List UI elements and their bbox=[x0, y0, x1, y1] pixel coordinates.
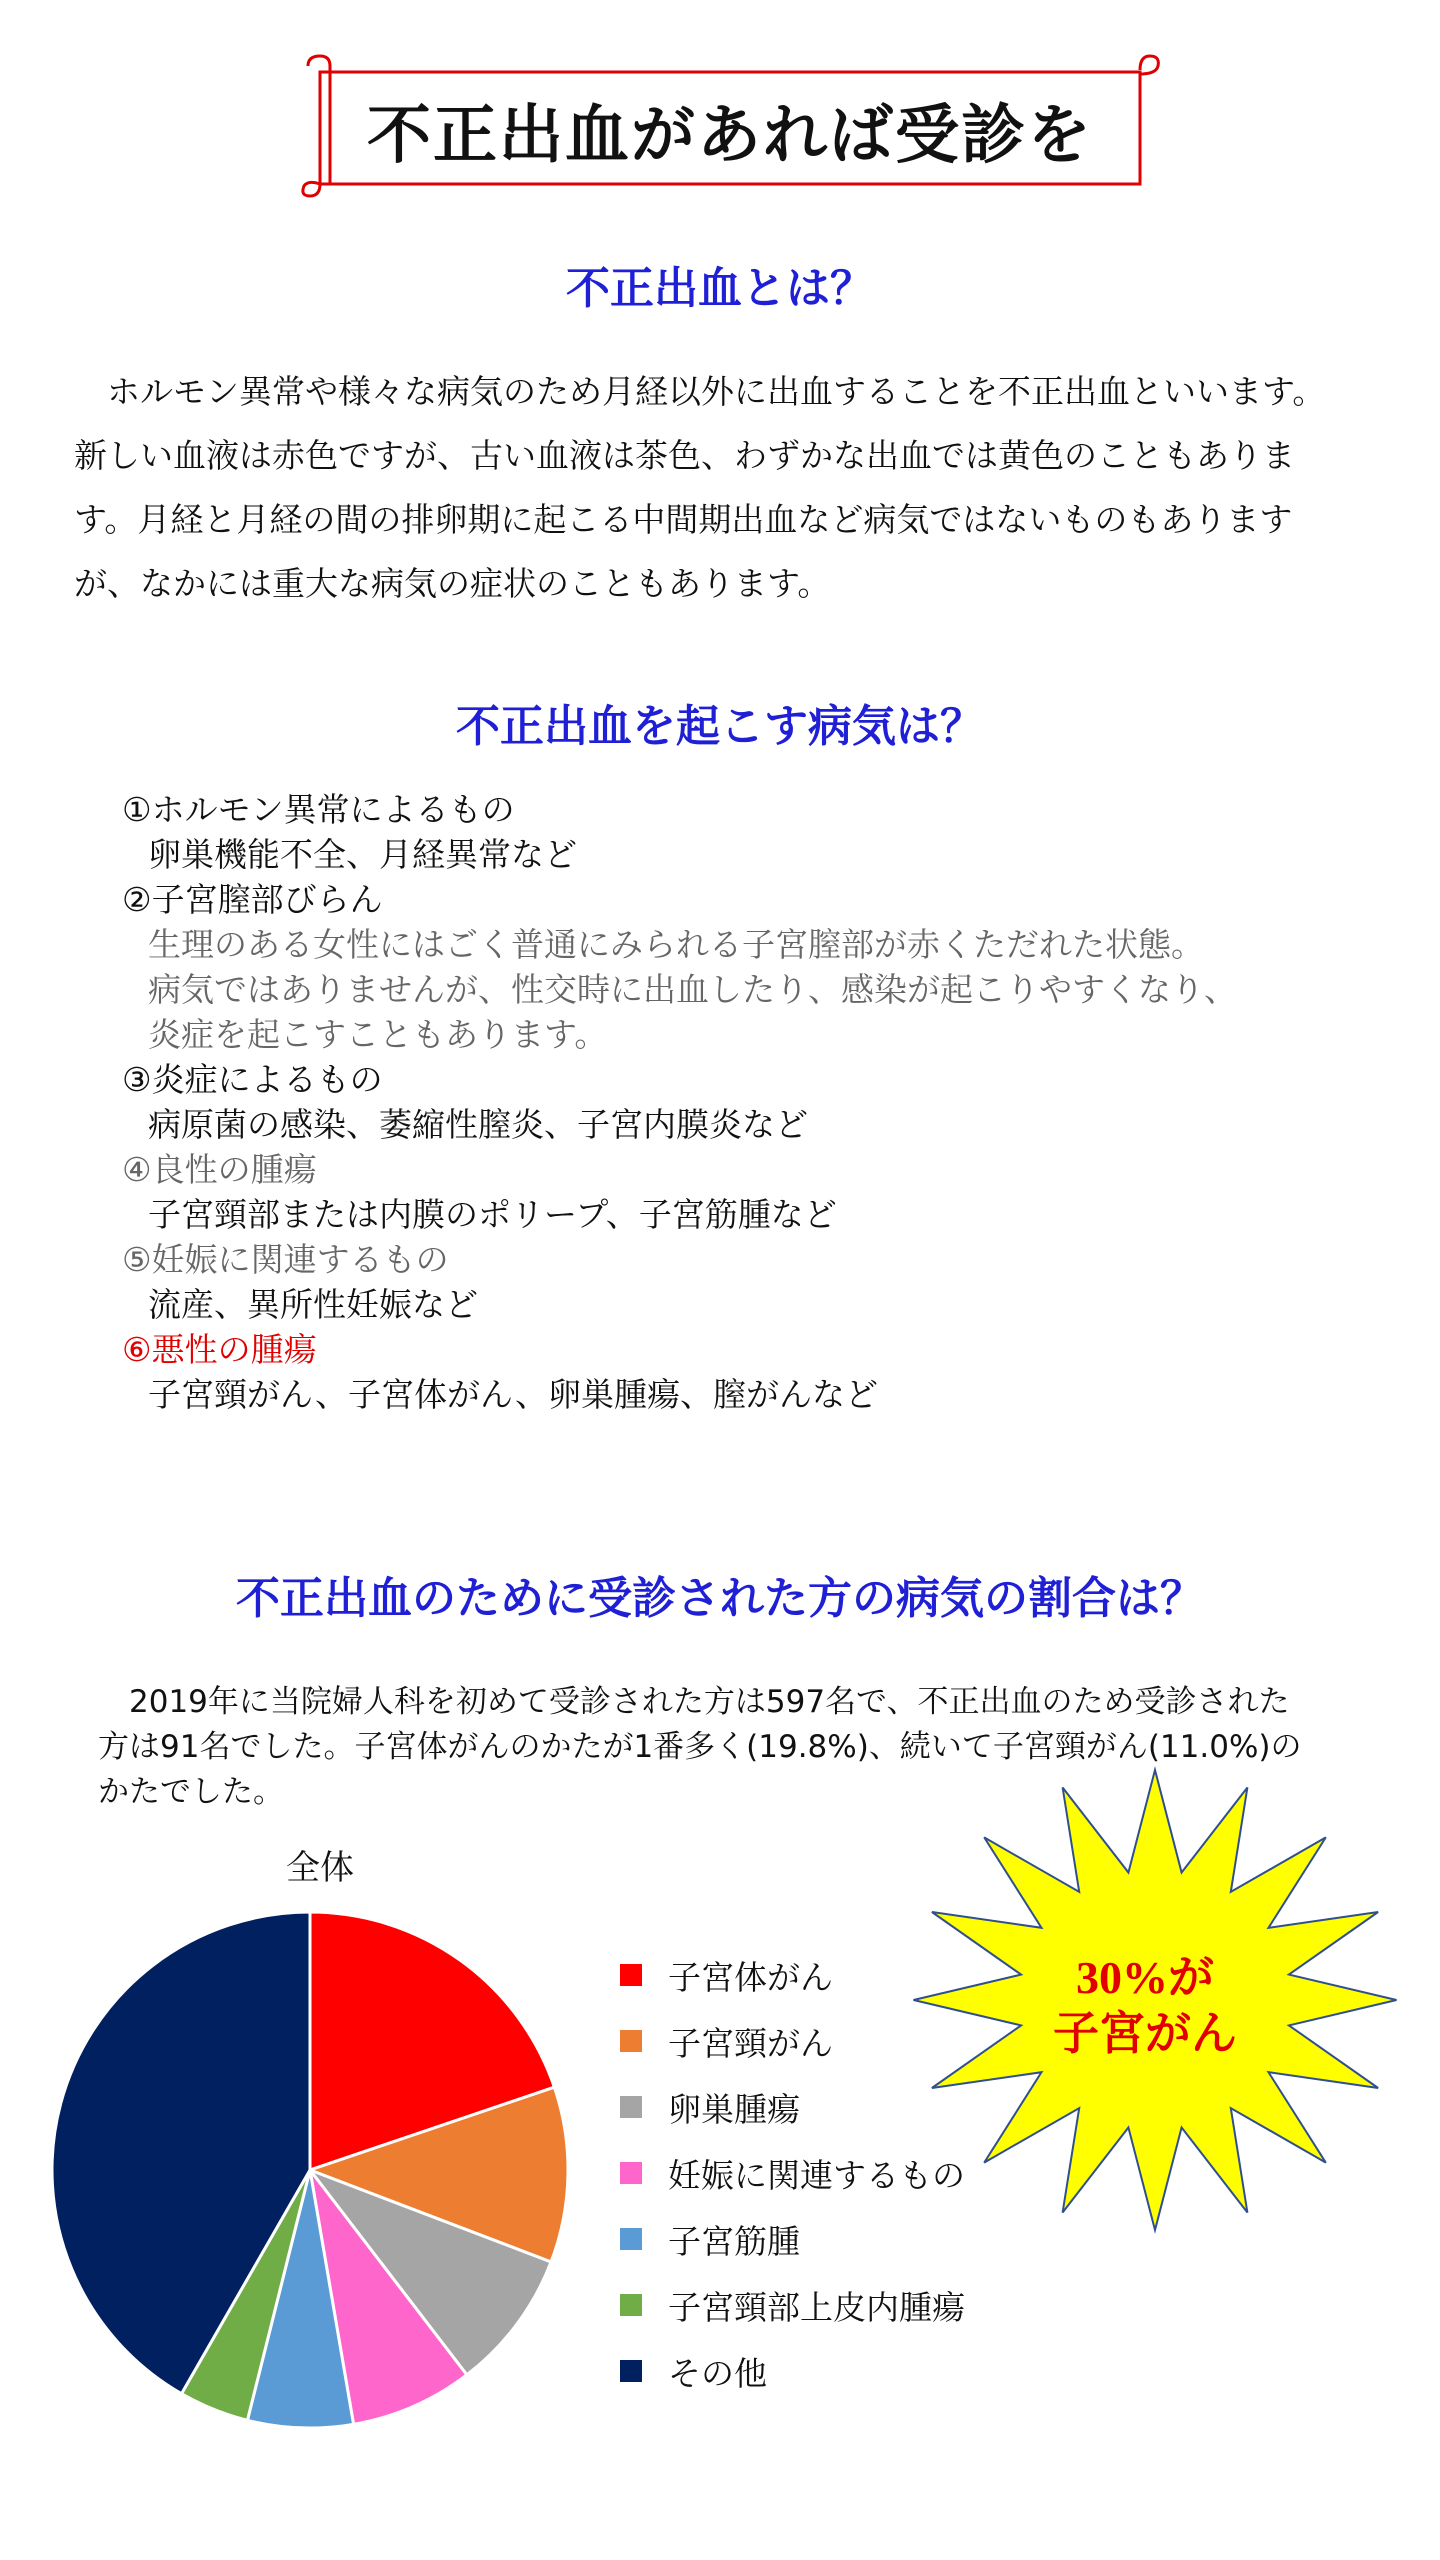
list-item-title: ③炎症によるもの bbox=[122, 1060, 383, 1099]
legend-item bbox=[620, 2351, 767, 2391]
legend-label: 子宮筋腫 bbox=[668, 2221, 800, 2261]
list-item-desc: 流産、異所性妊娠など bbox=[148, 1285, 478, 1324]
legend-label: 子宮頸部上皮内腫瘍 bbox=[668, 2287, 965, 2327]
callout-text bbox=[980, 1950, 1310, 2062]
list-item-desc: 炎症を起こすこともあります。 bbox=[148, 1015, 608, 1054]
section-heading-causes: 不正出血を起こす病気は？ bbox=[456, 701, 984, 752]
callout-line: 子宮がん bbox=[1053, 2008, 1237, 2059]
list-item-title: ⑤妊娠に関連するもの bbox=[122, 1240, 449, 1279]
list-item-desc: 病原菌の感染、萎縮性膣炎、子宮内膜炎など bbox=[148, 1105, 808, 1144]
paragraph-line: 方は91名でした。子宮体がんのかたが1番多く(19.8%)、続いて子宮頸がん(11.0%)の bbox=[98, 1729, 1302, 1765]
paragraph-line: かたでした。 bbox=[98, 1774, 284, 1810]
legend-item bbox=[620, 1955, 833, 1995]
legend-swatch bbox=[620, 2096, 642, 2118]
legend-swatch bbox=[620, 1964, 642, 1986]
legend-label: 子宮頸がん bbox=[668, 2023, 833, 2063]
list-item-desc: 子宮頸がん、子宮体がん、卵巣腫瘍、膣がんなど bbox=[148, 1375, 878, 1414]
causes-list bbox=[122, 787, 1372, 1417]
list-item-title: ②子宮膣部びらん bbox=[122, 880, 383, 919]
legend-swatch bbox=[620, 2294, 642, 2316]
chart-title: 全体 bbox=[286, 1848, 354, 1888]
paragraph-line: 2019年に当院婦人科を初めて受診された方は597名で、不正出血のため受診された bbox=[98, 1684, 1290, 1720]
legend-item bbox=[620, 2021, 833, 2061]
legend-label: 妊娠に関連するもの bbox=[668, 2155, 965, 2195]
pie-chart bbox=[40, 1900, 580, 2440]
list-item-desc: 生理のある女性にはごく普通にみられる子宮膣部が赤くただれた状態。 bbox=[148, 925, 1204, 964]
list-item-desc: 子宮頸部または内膜のポリープ、子宮筋腫など bbox=[148, 1195, 837, 1234]
legend-swatch bbox=[620, 2030, 642, 2052]
page-title: 不正出血があれば受診を bbox=[367, 99, 1093, 173]
section-heading-proportion: 不正出血のために受診された方の病気の割合は？ bbox=[236, 1573, 1204, 1624]
list-item-title: ④良性の腫瘍 bbox=[122, 1150, 317, 1189]
legend-label: 子宮体がん bbox=[668, 1957, 833, 1997]
callout-line: 30%が bbox=[1076, 1952, 1214, 2003]
paragraph-line: す。月経と月経の間の排卵期に起こる中間期出血など病気ではないものもあります bbox=[74, 500, 1293, 539]
paragraph-line: 新しい血液は赤色ですが、古い血液は茶色、わずかな出血では黄色のこともありま bbox=[74, 436, 1295, 475]
legend-item bbox=[620, 2285, 965, 2325]
legend-item bbox=[620, 2219, 800, 2259]
legend-item bbox=[620, 2087, 800, 2127]
section1-paragraph bbox=[74, 360, 1414, 616]
paragraph-line: ホルモン異常や様々な病気のため月経以外に出血することを不正出血といいます。 bbox=[74, 372, 1326, 411]
legend-swatch bbox=[620, 2162, 642, 2184]
list-item-title: ①ホルモン異常によるもの bbox=[122, 790, 515, 829]
paragraph-line: が、なかには重大な病気の症状のこともあります。 bbox=[74, 564, 831, 603]
legend-swatch bbox=[620, 2228, 642, 2250]
legend-label: 卵巣腫瘍 bbox=[668, 2089, 800, 2129]
list-item-desc: 卵巣機能不全、月経異常など bbox=[148, 835, 577, 874]
legend-label: その他 bbox=[668, 2353, 767, 2393]
list-item-desc: 病気ではありませんが、性交時に出血したり、感染が起こりやすくなり、 bbox=[148, 970, 1237, 1009]
section-heading-what-is: 不正出血とは？ bbox=[566, 263, 874, 314]
legend-swatch bbox=[620, 2360, 642, 2382]
list-item-title-malignant: ⑥悪性の腫瘍 bbox=[122, 1330, 317, 1369]
